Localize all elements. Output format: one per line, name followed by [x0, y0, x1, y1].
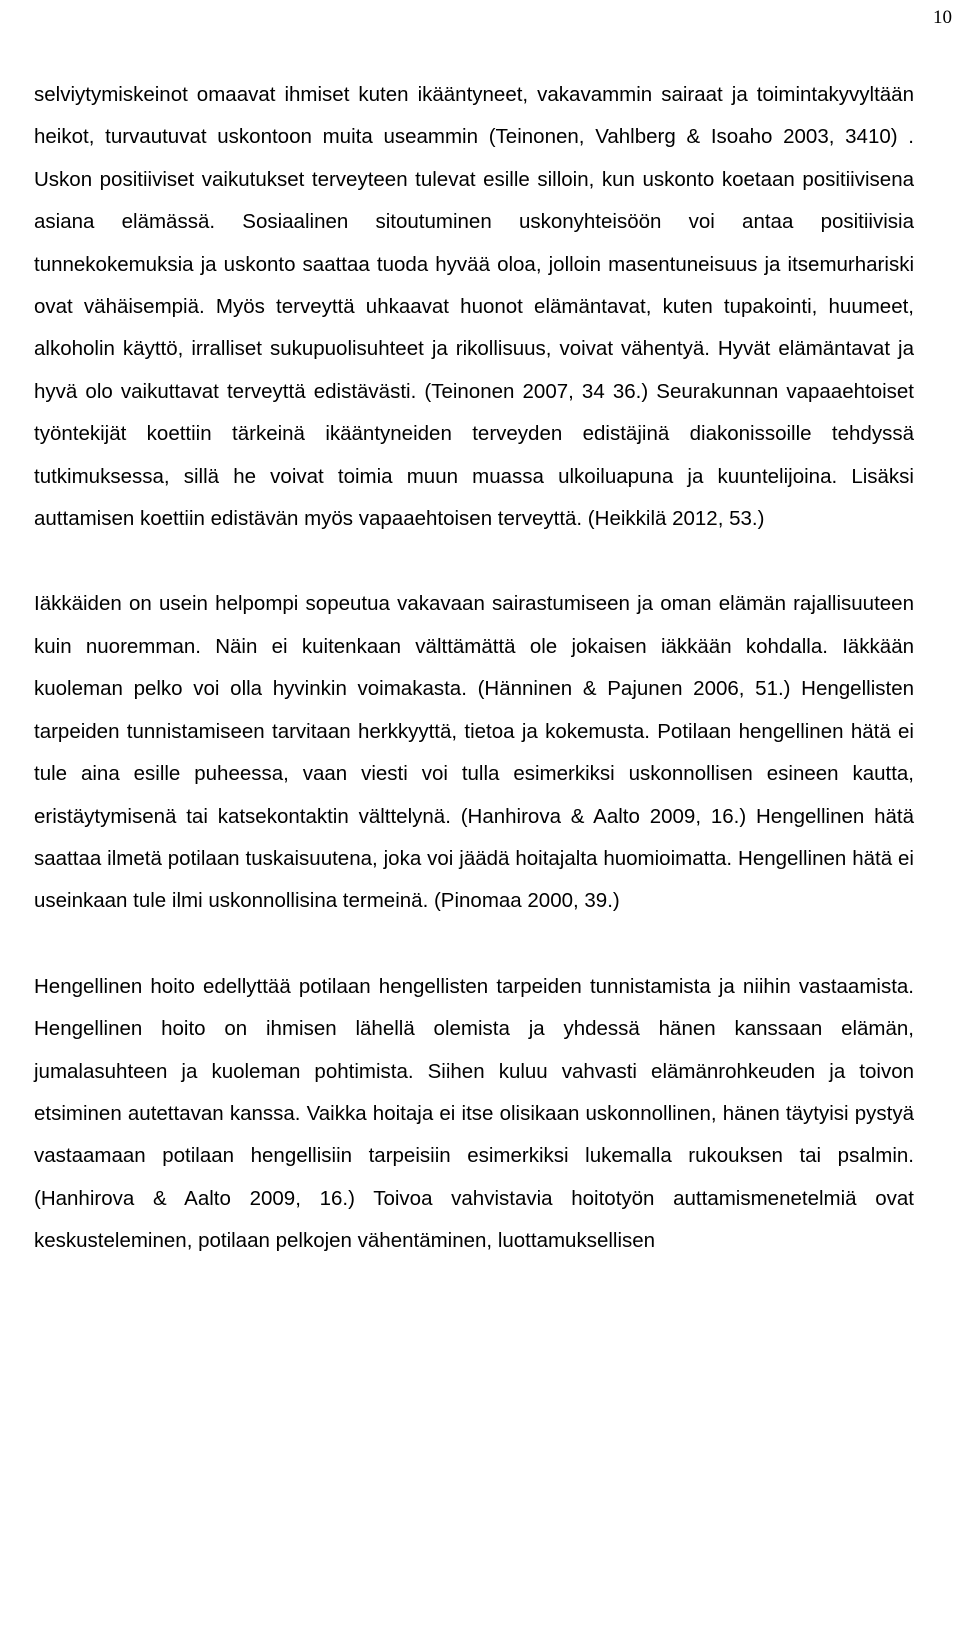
- paragraph-2: Iäkkäiden on usein helpompi sopeutua vakavaan sairastumiseen ja oman elämän rajallisuuteen kuin nuoremman. Näin ei kuitenkaan välttämättä ole jokaisen iäkkään kohdalla. Iäkkään kuoleman pelko voi olla hyvinkin voimakasta. (Hänninen & Pajunen 2006, 51.) Hengellisten tarpeiden tunnistamiseen tarvitaan herkkyyttä, tietoa ja kokemusta. Potilaan hengellinen hätä ei tule aina esille puheessa, vaan viesti voi tulla esimerkiksi uskonnollisen esineen kautta, eristäytymisenä tai katsekontaktin välttelynä. (Hanhirova & Aalto 2009, 16.) Hengellinen hätä saattaa ilmetä potilaan tuskaisuutena, joka voi jäädä hoitajalta huomioimatta. Hengellinen hätä ei useinkaan tule ilmi uskonnollisina termeinä. (Pinomaa 2000, 39.): [34, 592, 914, 913]
- page-number: 10: [933, 7, 952, 28]
- paragraph-3: Hengellinen hoito edellyttää potilaan hengellisten tarpeiden tunnistamista ja niihin vastaamista. Hengellinen hoito on ihmisen lähellä olemista ja yhdessä hänen kanssaan elämän, jumalasuhteen ja kuoleman pohtimista. Siihen kuluu vahvasti elämänrohkeuden ja toivon etsiminen autettavan kanssa. Vaikka hoitaja ei itse olisikaan uskonnollinen, hänen täytyisi pystyä vastaamaan potilaan hengellisiin tarpeisiin esimerkiksi lukemalla rukouksen tai psalmin. (Hanhirova & Aalto 2009, 16.) Toivoa vahvistavia hoitotyön auttamismenetelmiä ovat keskusteleminen, potilaan pelkojen vähentäminen, luottamuksellisen: [34, 974, 914, 1253]
- document-body: [34, 74, 914, 1263]
- paragraph-1: selviytymiskeinot omaavat ihmiset kuten ikääntyneet, vakavammin sairaat ja toimintakyvyltään heikot, turvautuvat uskontoon muita useammin (Teinonen, Vahlberg & Isoaho 2003, 3410) . Uskon positiiviset vaikutukset terveyteen tulevat esille silloin, kun uskonto koetaan positiivisena asiana elämässä. Sosiaalinen sitoutuminen uskonyhteisöön voi antaa positiivisia tunnekokemuksia ja uskonto saattaa tuoda hyvää oloa, jolloin masentuneisuus ja itsemurhariski ovat vähäisempiä. Myös terveyttä uhkaavat huonot elämäntavat, kuten tupakointi, huumeet, alkoholin käyttö, irralliset sukupuolisuhteet ja rikollisuus, voivat vähentyä. Hyvät elämäntavat ja hyvä olo vaikuttavat terveyttä edistävästi. (Teinonen 2007, 34 36.) Seurakunnan vapaaehtoiset työntekijät koettiin tärkeinä ikääntyneiden terveyden edistäjinä diakonissoille tehdyssä tutkimuksessa, sillä he voivat toimia muun muassa ulkoiluapuna ja kuuntelijoina. Lisäksi auttamisen koettiin edistävän myös vapaaehtoisen terveyttä. (Heikkilä 2012, 53.): [34, 83, 914, 531]
